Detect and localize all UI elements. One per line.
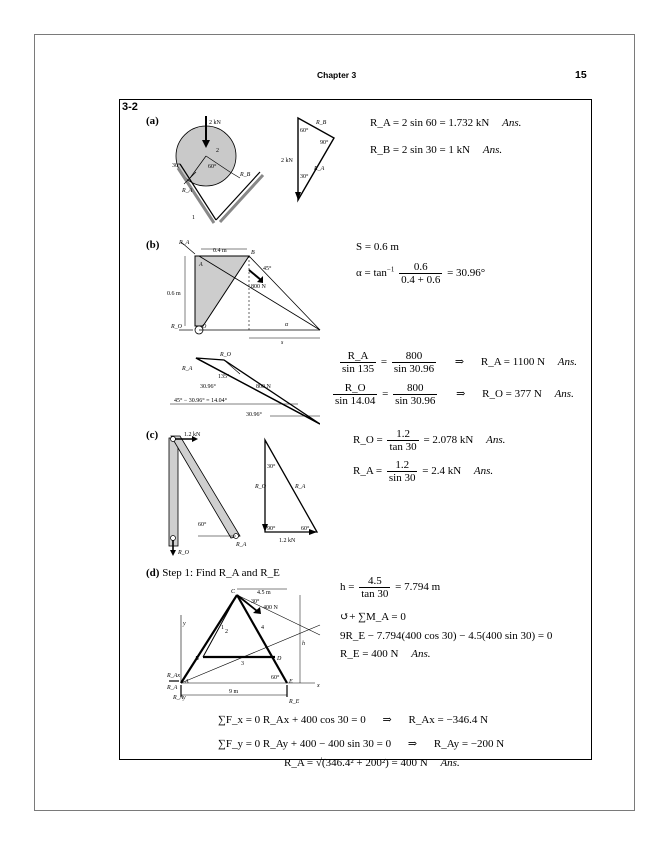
fig-c-RO: R_O (178, 550, 189, 556)
law1-num-r: 800 (392, 350, 436, 363)
fig-a-angle60: 60° (208, 164, 217, 170)
d-ra-text: R_A = √(346.4² + 200²) = 400 N (284, 757, 428, 769)
fig-d-h: h (302, 641, 305, 647)
law2-left (333, 382, 377, 407)
d-h-lhs: h = (340, 581, 355, 594)
fig-d-m3: 3 (241, 661, 244, 667)
fig-d-RA: R_A (167, 685, 178, 691)
law2-ans: Ans. (554, 388, 574, 401)
tri-b-angle135: 135° (218, 374, 230, 380)
fig-b-force: 800 N (251, 284, 266, 290)
d-re-ans: Ans. (411, 648, 431, 660)
fig-d-m4: 4 (261, 625, 264, 631)
law1-result: R_A = 1100 N (480, 356, 546, 369)
tri-c-force: 1.2 kN (279, 538, 296, 544)
fig-d-RE: R_E (289, 699, 300, 705)
fig-b-RO: R_O (171, 324, 182, 330)
part-b-figure (165, 240, 325, 344)
part-a-ans2: Ans. (482, 144, 503, 156)
fig-d-C: C (231, 589, 236, 595)
alpha-num: 0.6 (399, 261, 442, 274)
tri-a-force: 2 kN (281, 158, 293, 164)
fig-b-dim04: 0.4 m (213, 248, 227, 254)
law1-den-r: sin 30.96 (393, 363, 435, 375)
law1-ans: Ans. (557, 356, 578, 369)
tri-a-RB: R_B (316, 120, 327, 126)
part-a-label: (a) (146, 115, 159, 127)
fig-d-y: y (183, 621, 186, 627)
fig-b-A: A (199, 262, 203, 268)
alpha-den: 0.4 + 0.6 (401, 274, 441, 286)
d-ra-ans: Ans. (440, 757, 460, 769)
part-c-eq1 (353, 428, 505, 453)
fig-c-force: 1.2 kN (184, 432, 201, 438)
d-h-rhs: = 7.794 m (395, 581, 441, 594)
law1-den-l: sin 135 (342, 363, 375, 375)
chapter-heading: Chapter 3 (317, 70, 357, 80)
part-a-figure (160, 112, 270, 224)
part-c-label: (c) (146, 429, 159, 441)
problem-number: 3-2 (122, 101, 138, 113)
part-d-moment: ↺+ ∑M_A = 0 (340, 611, 406, 623)
part-d-fx (218, 714, 488, 727)
fig-d-force: 400 N (263, 605, 278, 611)
tri-c-RA: R_A (295, 484, 306, 490)
c-eq1-num: 1.2 (387, 428, 418, 441)
fig-b-RA: R_A (179, 240, 190, 246)
tri-b-diff: 45° − 30.96° = 14.04° (174, 398, 227, 404)
fig-a-RA: R_A (182, 188, 193, 194)
alpha-lhs: α = tan (356, 267, 387, 280)
tri-c-angle60: 60° (301, 526, 310, 532)
fig-b-O: O (202, 324, 207, 330)
part-d-step: Step 1: Find R_A and R_E (162, 567, 280, 579)
c-eq1-rhs: = 2.078 kN (423, 434, 474, 447)
law1-left (340, 350, 376, 375)
part-d-fy (218, 738, 504, 751)
part-c-force-triangle (255, 436, 325, 548)
fig-d-m2: 2 (225, 629, 228, 635)
d-fy-eq: ∑F_y = 0 R_Ay + 400 − 400 sin 30 = 0 (218, 738, 392, 750)
part-a-eq2-text: R_B = 2 sin 30 = 1 kN (370, 144, 471, 156)
law1-num-l: R_A (340, 350, 376, 363)
law2-den-r: sin 30.96 (395, 395, 436, 407)
fig-d-E: E (289, 679, 293, 685)
part-a-eq2 (370, 144, 502, 157)
part-d-ra (284, 757, 460, 770)
tri-a-RA: R_A (314, 166, 325, 172)
fig-a-wall1: 1 (192, 215, 195, 221)
part-d-main-eq: 9R_E − 7.794(400 cos 30) − 4.5(400 sin 30) = 0 (340, 630, 553, 642)
part-a-force-triangle (278, 112, 340, 204)
fig-a-force: 2 kN (209, 120, 221, 126)
d-fx-res: R_Ax = −346.4 N (408, 714, 489, 726)
fig-d-angle30: 30° (251, 599, 260, 605)
part-b-law2: $\frac{R\_O}{\sin 14.04}$ = $\frac{800}{\sin 30.96}$ ⇒ R_O = 377 N Ans. (335, 382, 574, 407)
tri-b-angle3096b: 30.96° (246, 412, 262, 418)
part-d-heading (146, 567, 280, 580)
part-a-ans1: Ans. (502, 117, 522, 129)
fig-b-s: s (281, 340, 284, 344)
tri-c-RO: R_O (255, 484, 266, 490)
tri-c-angle30: 30° (267, 464, 276, 470)
d-re-text: R_E = 400 N (340, 648, 399, 660)
fig-c-angle60: 60° (198, 522, 207, 528)
part-d-label: (d) (146, 567, 160, 579)
part-b-alpha-eq: $\alpha = \tan^{-1}$ $\frac{0.6}{0.4 + 0.6}$ = 30.96° (356, 261, 486, 286)
fig-d-D: D (277, 656, 282, 662)
d-h-den: tan 30 (361, 588, 389, 600)
law2-arrow: ⇒ (456, 388, 466, 401)
part-d-h-eq (340, 575, 440, 600)
part-a-eq1 (370, 117, 521, 130)
fig-d-x: x (317, 683, 320, 689)
part-b-label: (b) (146, 239, 160, 251)
c-eq1-lhs: R_O = (353, 434, 383, 447)
fig-b-B: B (251, 250, 255, 256)
part-a-eq1-text: R_A = 2 sin 60 = 1.732 kN (370, 117, 490, 129)
c-eq2-frac (387, 459, 418, 484)
fig-a-angle30: 30° (172, 163, 181, 169)
fig-b-alpha: α (285, 322, 289, 328)
law2-num-r: 800 (393, 382, 437, 395)
fig-d-A: A (185, 679, 189, 685)
part-d-truss-figure (165, 585, 325, 707)
fig-a-wall2: 2 (216, 148, 219, 154)
law1-arrow: ⇒ (454, 356, 465, 369)
alpha-rhs: = 30.96° (447, 267, 486, 280)
tri-a-angle60: 60° (300, 128, 309, 134)
fig-d-dim9: 9 m (229, 689, 239, 695)
fig-c-RA: R_A (236, 542, 247, 548)
alpha-frac (399, 261, 442, 286)
c-eq1-ans: Ans. (486, 434, 506, 447)
d-h-frac (359, 575, 390, 600)
fig-b-angle45: 45° (263, 266, 272, 272)
part-c-figure (158, 428, 248, 558)
tri-a-angle90: 90° (320, 140, 329, 146)
tri-a-angle30: 30° (300, 174, 309, 180)
c-eq2-ans: Ans. (473, 465, 494, 478)
law2-right (393, 382, 437, 407)
law2-result: R_O = 377 N (482, 388, 542, 401)
c-eq2-num: 1.2 (387, 459, 418, 472)
part-b-s-eq: S = 0.6 m (356, 241, 399, 253)
d-fx-eq: ∑F_x = 0 R_Ax + 400 cos 30 = 0 (218, 714, 366, 726)
part-b-law1: $\frac{R\_A}{\sin 135}$ = $\frac{800}{\sin 30.96}$ ⇒ R_A = 1100 N Ans. (342, 350, 578, 375)
fig-a-RB: R_B (240, 172, 251, 178)
tri-b-force: 800 N (256, 384, 271, 390)
d-fy-arrow: ⇒ (407, 738, 418, 750)
c-eq2-rhs: = 2.4 kN (422, 465, 462, 478)
fig-d-m1: 1 (221, 625, 224, 631)
tri-b-angle3096: 30.96° (200, 384, 216, 390)
fig-d-RAx: R_Ax (167, 673, 180, 679)
c-eq1-frac (387, 428, 418, 453)
part-c-eq2 (353, 459, 493, 484)
page-number: 15 (575, 69, 587, 81)
tri-b-RA: R_A (182, 366, 193, 372)
law2-den-l: sin 14.04 (335, 395, 376, 407)
fig-d-B: B (195, 656, 199, 662)
c-eq2-lhs: R_A = (353, 465, 383, 478)
part-b-force-triangle (170, 350, 320, 428)
fig-d-RAy: R_Ay (173, 695, 186, 701)
tri-c-angle90: 90° (267, 526, 276, 532)
tri-b-RO: R_O (220, 352, 231, 358)
fig-b-dim06: 0.6 m (167, 291, 181, 297)
c-eq2-den: sin 30 (388, 472, 416, 484)
c-eq1-den: tan 30 (389, 441, 417, 453)
law2-num-l: R_O (333, 382, 377, 395)
d-fy-res: R_Ay = −200 N (433, 738, 505, 750)
d-h-num: 4.5 (359, 575, 390, 588)
d-fx-arrow: ⇒ (382, 714, 392, 726)
fig-d-dim45: 4.5 m (257, 590, 271, 596)
part-d-re (340, 648, 430, 661)
fig-d-angle60: 60° (271, 675, 280, 681)
law1-right (392, 350, 436, 375)
